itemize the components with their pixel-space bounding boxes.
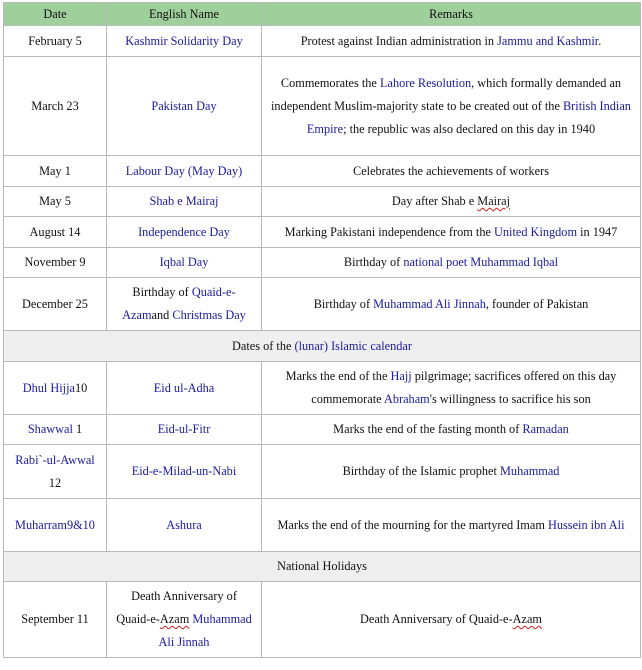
name-cell xyxy=(107,26,262,57)
month-link[interactable]: Rabi`-ul-Awwal xyxy=(15,452,95,467)
section-row-national xyxy=(4,552,641,582)
month-link[interactable]: Shawwal xyxy=(27,422,73,436)
table-row xyxy=(4,156,641,187)
remarks-link[interactable]: British Indian Empire xyxy=(306,98,631,136)
name-cell xyxy=(107,156,262,187)
date-cell: May 1 xyxy=(4,156,107,187)
holiday-link[interactable]: Labour Day (May Day) xyxy=(125,163,243,178)
holiday-link[interactable]: Independence Day xyxy=(138,224,230,239)
date-cell: November 9 xyxy=(4,248,107,278)
date-cell: Dhul Hijja10 xyxy=(4,362,107,415)
name-cell: Birthday of Quaid-e-Azamand Christmas Day xyxy=(107,278,262,331)
table-row xyxy=(4,187,641,217)
remarks-link[interactable]: Abraham xyxy=(383,392,430,406)
holiday-link[interactable]: Shab e Mairaj xyxy=(149,194,219,208)
date-cell: Muharram9&10 xyxy=(4,499,107,552)
date-cell: Rabi`-ul-Awwal 12 xyxy=(4,445,107,499)
table-row xyxy=(4,582,641,658)
remarks-link[interactable]: Muhammad xyxy=(500,464,560,478)
name-cell xyxy=(107,499,262,552)
islamic-calendar-link[interactable]: Islamic calendar xyxy=(331,338,412,353)
date-cell: February 5 xyxy=(4,26,107,57)
date-cell: March 23 xyxy=(4,57,107,156)
name-cell xyxy=(107,187,262,217)
name-cell xyxy=(107,248,262,278)
remarks-cell: Birthday of Muhammad Ali Jinnah, founder of Pakistan xyxy=(262,278,641,331)
remarks-link[interactable]: Jammu and Kashmir xyxy=(497,33,599,48)
remarks-cell: Death Anniversary of Quaid-e-Azam xyxy=(262,582,641,658)
section-heading: Dates of the (lunar) Islamic calendar xyxy=(4,331,641,362)
table-row xyxy=(4,217,641,248)
section-heading: National Holidays xyxy=(4,552,641,582)
table-row xyxy=(4,248,641,278)
remarks-link[interactable]: Muhammad Ali Jinnah xyxy=(373,296,486,311)
lunar-link[interactable]: (lunar) xyxy=(294,338,328,353)
header-row xyxy=(4,3,641,26)
date-cell: August 14 xyxy=(4,217,107,248)
remarks-cell: Marks the end of the mourning for the martyred Imam Hussein ibn Ali xyxy=(262,499,641,552)
remarks-cell: Birthday of national poet Muhammad Iqbal xyxy=(262,248,641,278)
remarks-cell: Celebrates the achievements of workers xyxy=(262,156,641,187)
table-row xyxy=(4,362,641,415)
date-cell: September 11 xyxy=(4,582,107,658)
header-remarks: Remarks xyxy=(262,3,641,26)
holiday-link[interactable]: Quaid-e-Azam xyxy=(122,285,236,322)
name-cell: Death Anniversary of Quaid-e-Azam Muhammad Ali Jinnah xyxy=(107,582,262,658)
remarks-cell: Commemorates the Lahore Resolution, which formally demanded an independent Muslim-majority state to be created out of the British Indian Empire; the republic was also declared on this day in 1940 xyxy=(262,57,641,156)
holiday-link[interactable]: Iqbal Day xyxy=(159,255,209,269)
remarks-link[interactable]: national poet Muhammad Iqbal xyxy=(403,255,559,269)
remarks-cell: Protest against Indian administration in Jammu and Kashmir. xyxy=(262,26,641,57)
section-row-islamic xyxy=(4,331,641,362)
name-cell xyxy=(107,57,262,156)
month-link[interactable]: Muharram xyxy=(15,517,67,532)
table-row xyxy=(4,278,641,331)
remarks-cell: Marking Pakistani independence from the United Kingdom in 1947 xyxy=(262,217,641,248)
table-row xyxy=(4,445,641,499)
remarks-link[interactable]: United Kingdom xyxy=(494,224,578,239)
holiday-link[interactable]: Ashura xyxy=(166,517,202,532)
table-row xyxy=(4,415,641,445)
name-cell xyxy=(107,415,262,445)
month-link[interactable]: Dhul Hijja xyxy=(22,380,75,395)
remarks-link[interactable]: Hussein ibn Ali xyxy=(547,517,625,532)
date-cell: December 25 xyxy=(4,278,107,331)
remarks-cell: Day after Shab e Mairaj xyxy=(262,187,641,217)
table-row xyxy=(4,499,641,552)
name-cell xyxy=(107,445,262,499)
remarks-link[interactable]: Hajj xyxy=(390,369,412,383)
header-date: Date xyxy=(4,3,107,26)
header-english-name: English Name xyxy=(107,3,262,26)
holiday-link[interactable]: Kashmir Solidarity Day xyxy=(125,33,243,48)
name-cell xyxy=(107,362,262,415)
table-row xyxy=(4,57,641,156)
holiday-link[interactable]: Eid ul-Adha xyxy=(153,380,215,395)
date-cell: May 5 xyxy=(4,187,107,217)
holiday-link[interactable]: Christmas Day xyxy=(172,308,246,322)
holiday-link[interactable]: Pakistan Day xyxy=(151,98,217,113)
remarks-link[interactable]: Ramadan xyxy=(522,422,569,436)
remarks-cell: Marks the end of the fasting month of Ramadan xyxy=(262,415,641,445)
name-cell xyxy=(107,217,262,248)
holiday-link[interactable]: Eid-ul-Fitr xyxy=(157,422,211,436)
remarks-cell: Marks the end of the Hajj pilgrimage; sacrifices offered on this day commemorate Abraham's willingness to sacrifice his son xyxy=(262,362,641,415)
remarks-cell: Birthday of the Islamic prophet Muhammad xyxy=(262,445,641,499)
remarks-link[interactable]: Lahore Resolution xyxy=(379,75,472,90)
table-row xyxy=(4,26,641,57)
holiday-link[interactable]: Eid-e-Milad-un-Nabi xyxy=(131,464,237,478)
holiday-link[interactable]: Muhammad Ali Jinnah xyxy=(158,612,252,649)
date-cell: Shawwal 1 xyxy=(4,415,107,445)
holidays-table xyxy=(3,2,641,658)
